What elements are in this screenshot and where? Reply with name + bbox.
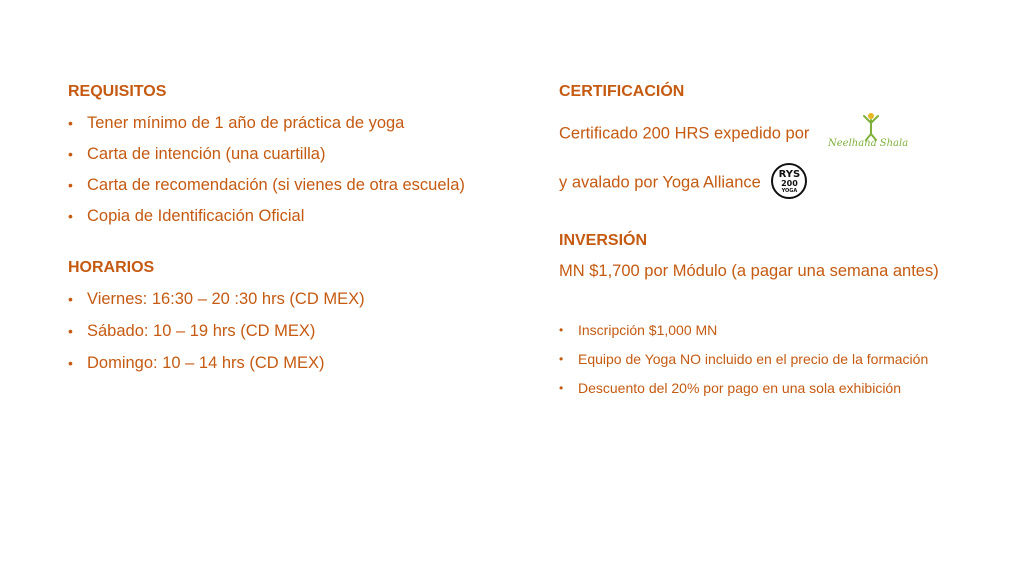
school-logo-text: Neelhana Shala — [828, 138, 909, 149]
inversion-list — [559, 321, 999, 397]
rys-200-badge-icon: RYS 200 YOGA — [771, 163, 807, 199]
certificacion-heading: CERTIFICACIÓN — [559, 83, 685, 100]
school-logo-icon — [820, 110, 910, 150]
list-item: • Carta de intención (una cuartilla) — [68, 145, 326, 163]
list-item: • Inscripción $1,000 MN — [559, 322, 718, 338]
requisitos-list — [68, 113, 528, 226]
bullet-icon: • — [559, 381, 564, 395]
list-item: • Carta de recomendación (si vienes de otra escuela) — [68, 176, 465, 194]
horarios-heading: HORARIOS — [68, 259, 155, 276]
list-item: • Tener mínimo de 1 año de práctica de yoga — [68, 114, 405, 132]
alliance-line: y avalado por Yoga Alliance RYS 200 YOGA — [559, 165, 999, 201]
list-item: • Domingo: 10 – 14 hrs (CD MEX) — [68, 354, 325, 372]
list-item: • Equipo de Yoga NO incluido en el precio de la formación — [559, 351, 929, 367]
bullet-icon: • — [68, 115, 73, 131]
bullet-icon: • — [68, 323, 73, 339]
list-item: • Viernes: 16:30 – 20 :30 hrs (CD MEX) — [68, 290, 365, 308]
list-item: • Copia de Identificación Oficial — [68, 207, 305, 225]
left-column — [68, 82, 528, 385]
price-line: MN $1,700 por Módulo (a pagar una semana antes) — [559, 262, 939, 280]
list-item: • Descuento del 20% por pago en una sola exhibición — [559, 380, 902, 396]
inversion-heading: INVERSIÓN — [559, 232, 648, 249]
bullet-icon: • — [68, 291, 73, 307]
list-item: • Sábado: 10 – 19 hrs (CD MEX) — [68, 322, 316, 340]
right-column — [559, 82, 999, 408]
bullet-icon: • — [68, 146, 73, 162]
bullet-icon: • — [68, 177, 73, 193]
requisitos-heading: REQUISITOS — [68, 83, 167, 100]
bullet-icon: • — [559, 323, 564, 337]
horarios-list — [68, 289, 528, 373]
certificate-line: Certificado 200 HRS expedido por Neelhana Shala — [559, 114, 999, 154]
bullet-icon: • — [559, 352, 564, 366]
bullet-icon: • — [68, 355, 73, 371]
bullet-icon: • — [68, 208, 73, 224]
